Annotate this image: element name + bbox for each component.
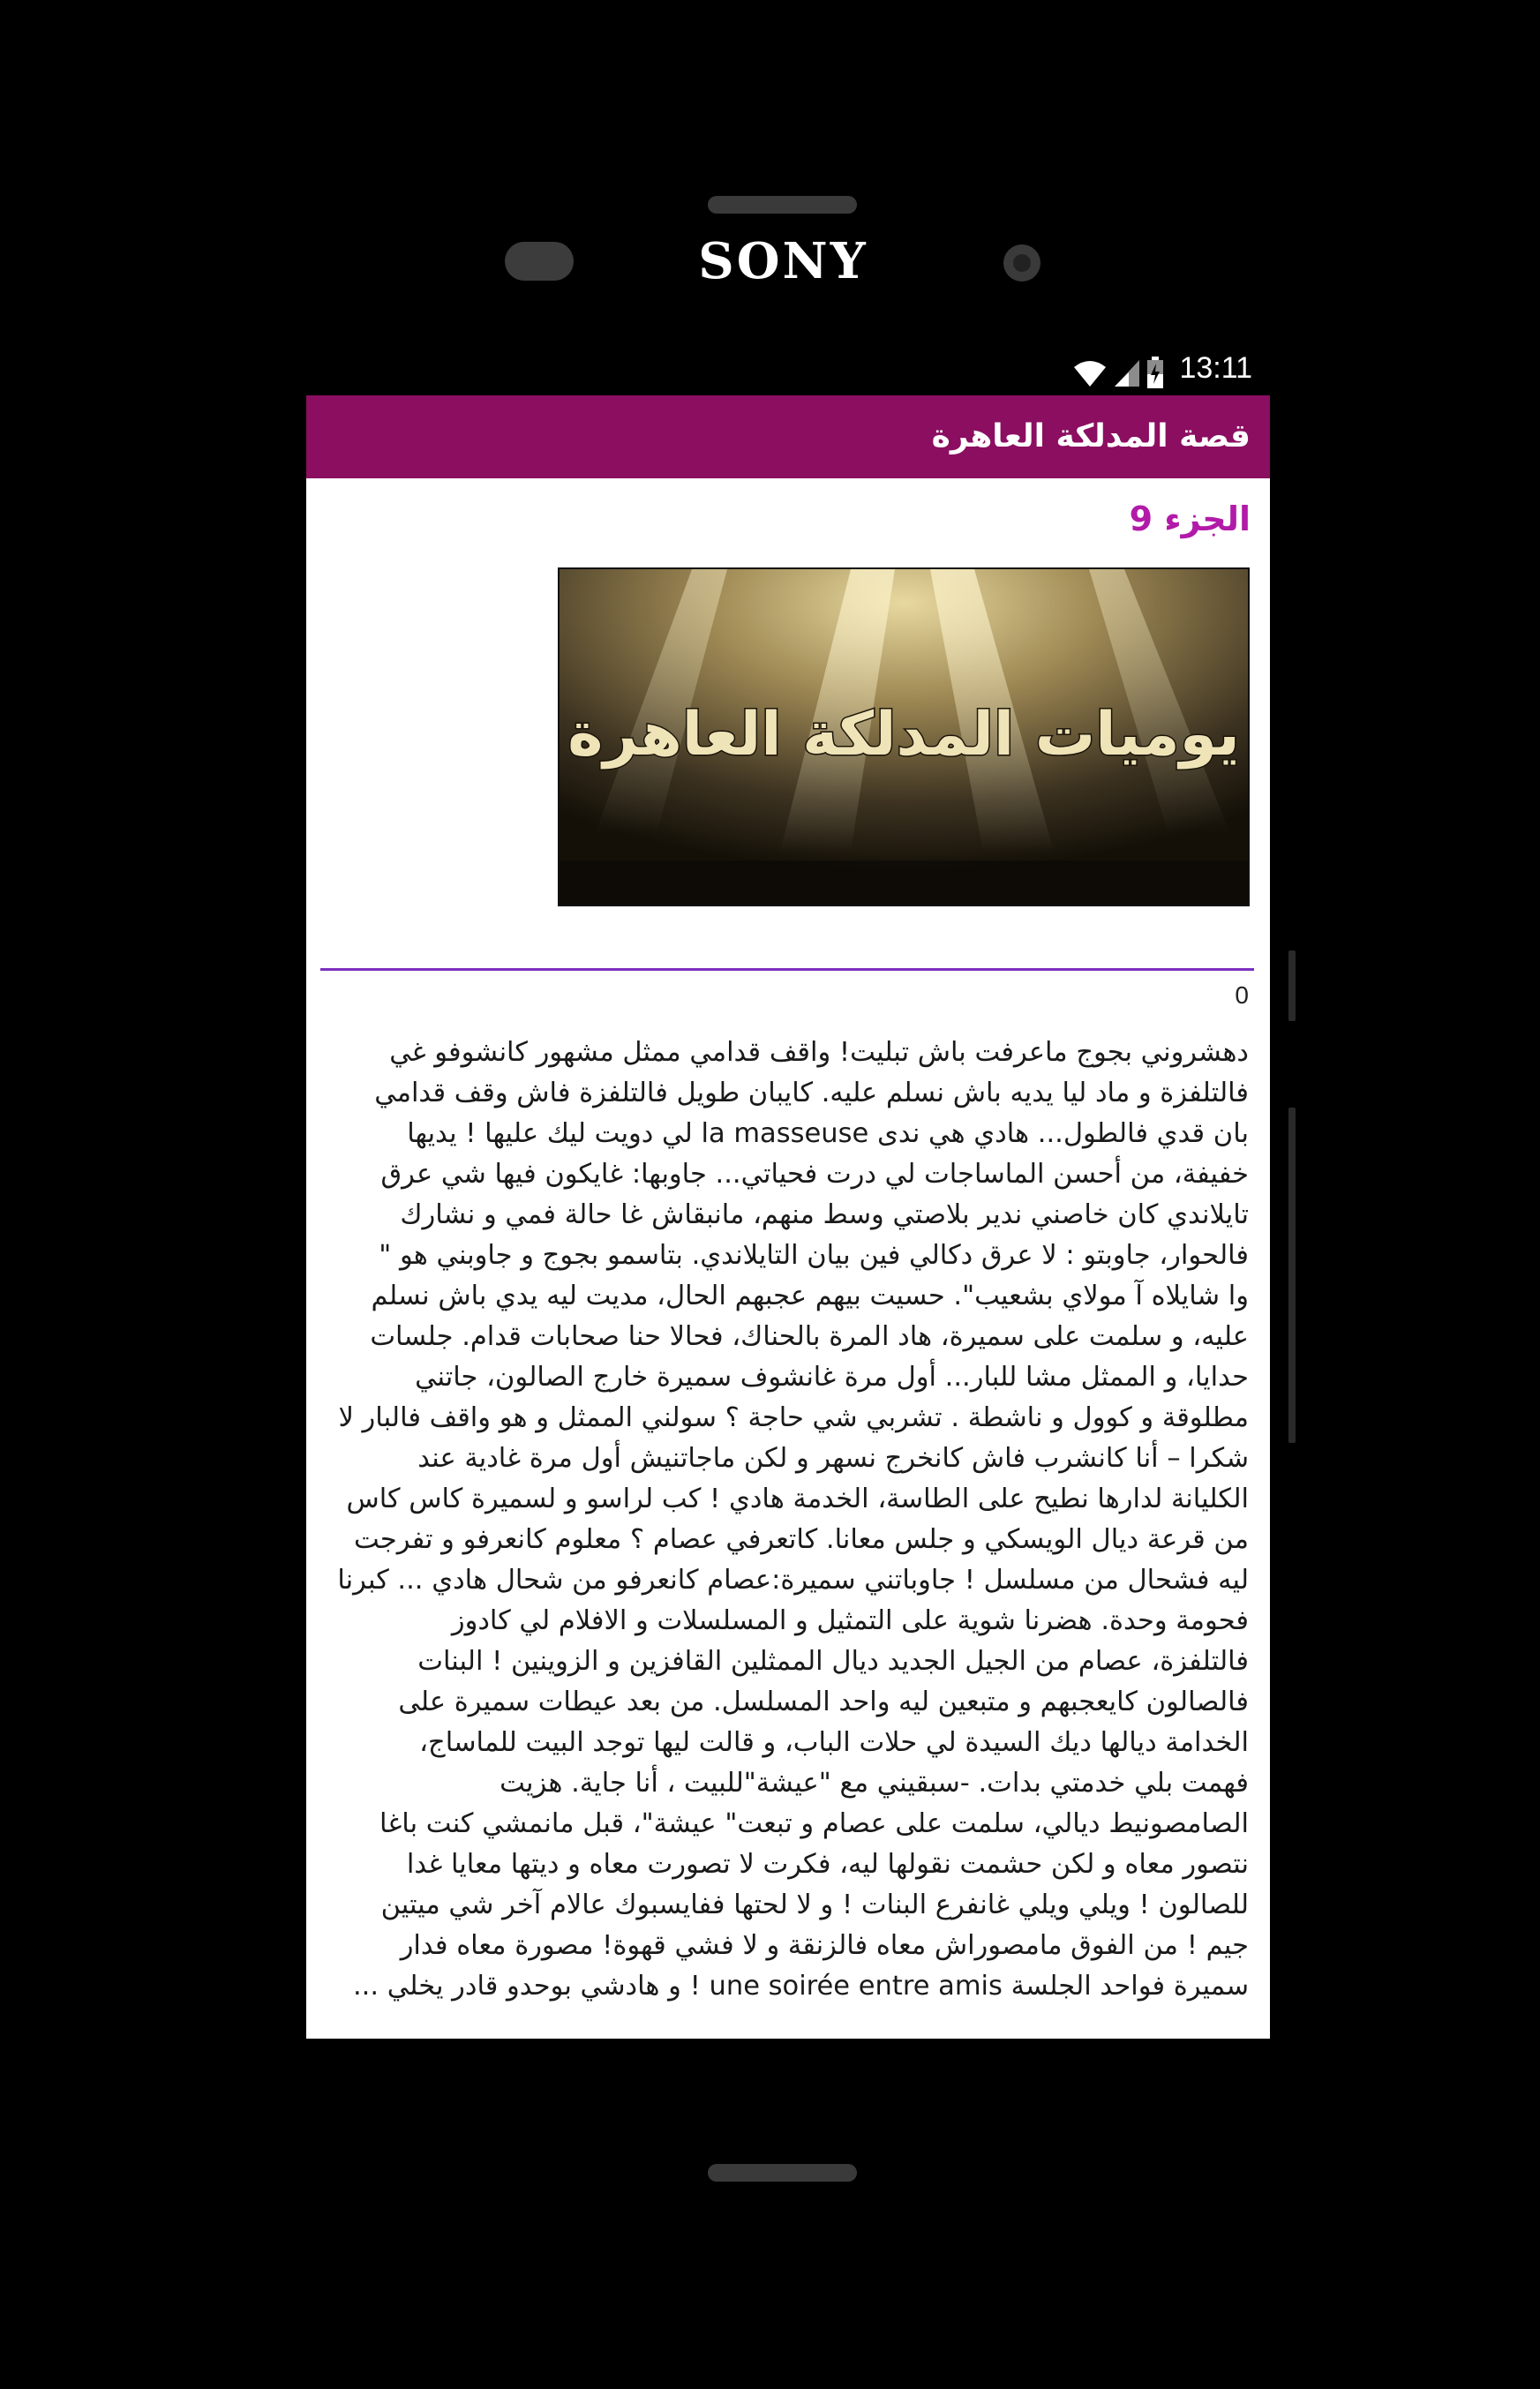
app-title: قصة المدلكة العاهرة xyxy=(931,418,1251,455)
banner-text: يوميات المدلكة العاهرة xyxy=(567,700,1240,770)
story-line: خفيفة، من أحسن الماساجات لي درت فحياتي... جاوبها: غايكون فيها شي عرق xyxy=(380,1159,1249,1190)
story-line: فالحوار، جاوبتو : لا عرق دكالي فين بيان التايلاندي. بتاسمو بجوج و جاوبني هو " xyxy=(379,1240,1249,1271)
story-banner-image xyxy=(558,567,1250,906)
story-line: ليه فشحال من مسلسل ! جاوباتني سميرة:عصام كانعرفو من شحال هادي ... كبرنا xyxy=(337,1565,1249,1596)
story-line: مطلوقة و كوول و ناشطة . تشربي شي حاجة ؟ سولني الممثل و هو واقف فالبار لا xyxy=(338,1402,1249,1433)
story-line: فالصالون كايعجبهم و متبعين ليه واحد المسلسل. من بعد عيطات سميرة على xyxy=(398,1687,1249,1717)
story-line: الخدامة ديالها ديك السيدة لي حلات الباب، و قالت ليها توجد البيت للماساج، xyxy=(419,1727,1249,1758)
volume-rocker xyxy=(1288,1108,1296,1443)
story-line: فهمت بلي خدمتي بدات. -سبقيني مع "عيشة"للبيت ، أنا جاية. هزيت xyxy=(500,1768,1249,1799)
view-counter: 0 xyxy=(1235,981,1249,1009)
signal-icon xyxy=(1113,358,1141,388)
app-bar xyxy=(306,395,1270,478)
story-line: وا شايلاه آ مولاي بشعيب". حسيت بيهم عجبهم الحال، مديت ليه يدي باش نسلم xyxy=(371,1281,1249,1311)
story-line: فحومة وحدة. هضرنا شوية على التمثيل و المسلسلات و الافلام لي كادوز xyxy=(451,1605,1249,1636)
story-line: نتصور معاه و لكن حشمت نقولها ليه، فكرت لا تصورت معاه و ديتها معايا غدا xyxy=(406,1849,1249,1880)
story-line: حدايا، و الممثل مشا للبار... أول مرة غانشوف سميرة خارج الصالون، جاتني xyxy=(415,1362,1249,1393)
device-brand-logo: SONY xyxy=(698,232,868,290)
proximity-sensor xyxy=(505,242,574,281)
story-line: شكرا – أنا كانشرب فاش كانخرج نسهر و لكن ماجاتنيش أول مرة غادية عند xyxy=(417,1443,1249,1474)
story-line: الصامصونيط ديالي، سلمت على عصام و تبعت" عيشة"، قبل مانمشي كنت باغا xyxy=(379,1808,1249,1839)
story-line: فالتلفزة و ماد ليا يديه باش نسلم عليه. كايبان طويل فالتلفزة فاش وقف قدامي xyxy=(374,1078,1249,1108)
earpiece-speaker xyxy=(708,196,857,214)
story-line: تايلاندي كان خاصني ندير بلاصتي وسط منهم، مانبقاش غا حالة فمي و نشارك xyxy=(400,1199,1249,1230)
story-line: جيم ! من الفوق مامصوراش معاه فالزنقة و لا فشي قهوة! مصورة معاه فدار xyxy=(400,1930,1249,1961)
story-line: دهشروني بجوج ماعرفت باش تبليت! واقف قدامي ممثل مشهور كانشوفو غي xyxy=(389,1037,1249,1068)
scroll-fade xyxy=(306,2003,1270,2039)
story-line: من قرعة ديال الويسكي و جلس معانا. كاتعرفي عصام ؟ معلوم كانعرفو و تفرجت xyxy=(353,1524,1249,1555)
story-line: فالتلفزة، عصام من الجيل الجديد ديال الممثلين القافزين و الزوينين ! البنات xyxy=(417,1646,1249,1677)
bottom-speaker xyxy=(708,2164,857,2182)
story-text xyxy=(320,1033,1249,2007)
power-button xyxy=(1288,950,1296,1021)
battery-charging-icon xyxy=(1146,357,1164,388)
status-icons xyxy=(1072,353,1164,388)
story-line: للصالون ! ويلي ويلي غانفرع البنات ! و لا لحتها ففايسبوك عالام آخر شي ميتين xyxy=(380,1889,1249,1920)
story-line: بان قدي فالطول... هادي هي ندى la masseuse لي دويت ليك عليها ! يديها xyxy=(407,1118,1249,1149)
story-line: عليه، و سلمت على سميرة، هاد المرة بالحناك، فحالا حنا صحابات قدام. جلسات xyxy=(370,1321,1249,1352)
app-screen xyxy=(306,395,1270,2039)
status-bar xyxy=(306,346,1270,395)
status-time: 13:11 xyxy=(1179,351,1252,385)
content-divider xyxy=(320,968,1254,971)
story-line: الكليانة لدارها نطيح على الطاسة، الخدمة هادي ! كب لراسو و لسميرة كاس كاس xyxy=(346,1484,1249,1514)
wifi-icon xyxy=(1072,358,1108,388)
part-title: الجزء 9 xyxy=(1129,500,1251,538)
front-camera xyxy=(1003,244,1040,282)
story-line: سميرة فواحد الجلسة une soirée entre amis ! و هادشي بوحدو قادر يخلي ... xyxy=(352,1971,1249,2002)
